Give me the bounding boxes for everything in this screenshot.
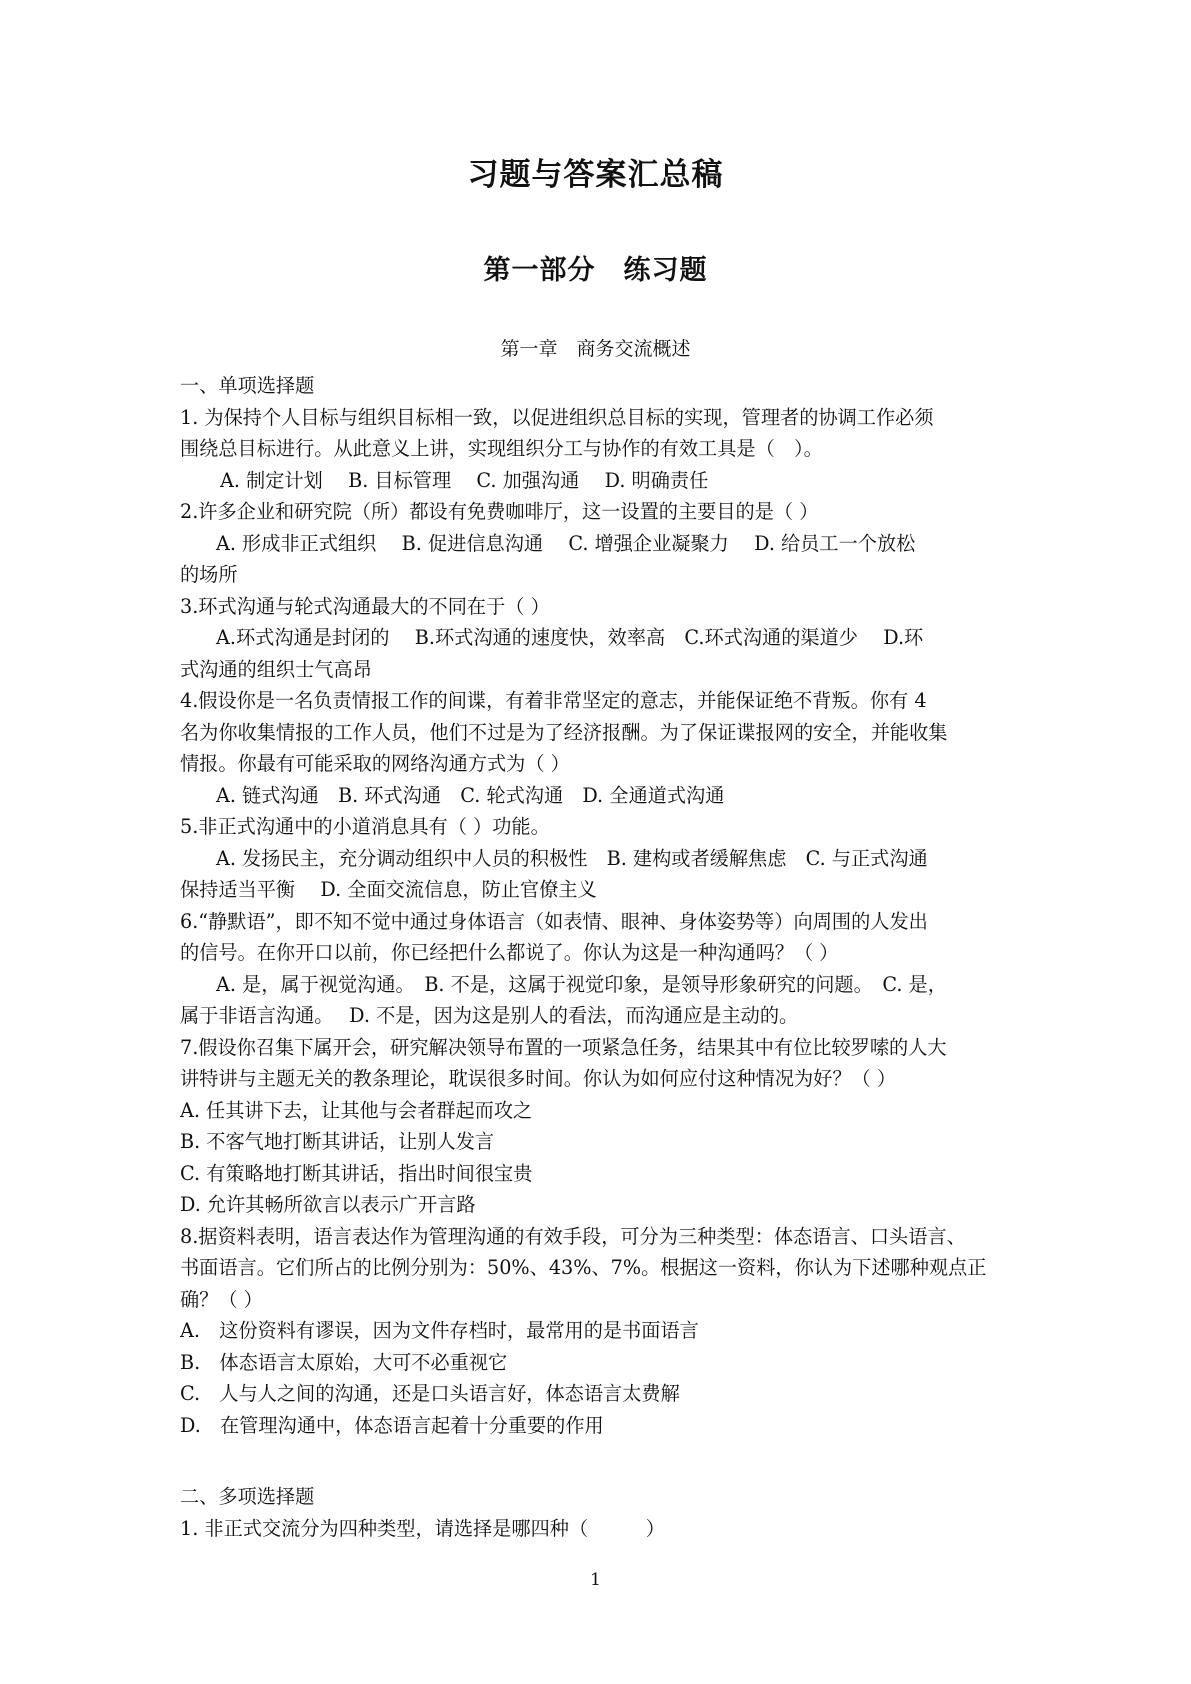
question-8-option-b: B. 体态语言太原始，大可不必重视它 [180, 1350, 508, 1374]
question-8-option-c: C. 人与人之间的沟通，还是口头语言好，体态语言太费解 [180, 1382, 680, 1405]
question-4-line-1: 4.假设你是一名负责情报工作的间谍，有着非常坚定的意志，并能保证绝不背叛。你有 4 [180, 689, 927, 712]
question-2-stem: 2.许多企业和研究院（所）都设有免费咖啡厅，这一设置的主要目的是（ ） [180, 500, 819, 523]
question-6-line-2: 的信号。在你开口以前，你已经把什么都说了。你认为这是一种沟通吗？（ ） [180, 941, 839, 964]
question-7-option-b: B. 不客气地打断其讲话，让别人发言 [180, 1130, 495, 1153]
document-body [180, 370, 1015, 1544]
chapter-title: 第一章 商务交流概述 [500, 338, 691, 360]
question-8-line-1: 8.据资料表明，语言表达作为管理沟通的有效手段，可分为三种类型：体态语言、口头语言、 [180, 1224, 966, 1248]
document-title: 习题与答案汇总稿 [467, 157, 724, 193]
question-8-option-d: D. 在管理沟通中，体态语言起着十分重要的作用 [180, 1413, 604, 1437]
question-6-options-cont: 属于非语言沟通。 D. 不是，因为这是别人的看法，而沟通应是主动的。 [180, 1004, 799, 1027]
question-8-option-a: A. 这份资料有谬误，因为文件存档时，最常用的是书面语言 [180, 1319, 699, 1342]
question-5-options-cont: 保持适当平衡 D. 全面交流信息，防止官僚主义 [180, 878, 597, 901]
question-3-options: A.环式沟通是封闭的 B.环式沟通的速度快，效率高 C.环式沟通的渠道少 D.环 [216, 626, 924, 649]
section-heading-single-choice: 一、单项选择题 [180, 374, 315, 397]
question-7-option-c: C. 有策略地打断其讲话，指出时间很宝贵 [180, 1161, 533, 1185]
question-2-options: A. 形成非正式组织 B. 促进信息沟通 C. 增强企业凝聚力 D. 给员工一个放松 [216, 531, 916, 555]
part-title: 第一部分 练习题 [483, 255, 708, 286]
multi-question-1-stem: 1. 非正式交流分为四种类型，请选择是哪四种（ ） [180, 1516, 665, 1540]
question-6-options: A. 是，属于视觉沟通。 B. 不是，这属于视觉印象，是领导形象研究的问题。 C. 是， [216, 972, 947, 996]
question-7-option-d: D. 允许其畅所欲言以表示广开言路 [180, 1193, 476, 1216]
question-7-line-1: 7.假设你召集下属开会，研究解决领导布置的一项紧急任务，结果其中有位比较罗嗦的人大 [180, 1035, 947, 1059]
section-heading-multiple-choice: 二、多项选择题 [180, 1485, 315, 1508]
question-1-options: A. 制定计划 B. 目标管理 C. 加强沟通 D. 明确责任 [220, 468, 709, 492]
question-3-options-cont: 式沟通的组织士气高昂 [180, 657, 372, 681]
question-4-options: A. 链式沟通 B. 环式沟通 C. 轮式沟通 D. 全通道式沟通 [216, 783, 725, 807]
question-1-line-2: 围绕总目标进行。从此意义上讲，实现组织分工与协作的有效工具是（ ）。 [180, 437, 823, 460]
question-7-line-2: 讲特讲与主题无关的教条理论，耽误很多时间。你认为如何应付这种情况为好？（ ） [180, 1067, 897, 1090]
question-1-line-1: 1. 为保持个人目标与组织目标相一致，以促进组织总目标的实现，管理者的协调工作必须 [180, 405, 934, 429]
question-5-stem: 5.非正式沟通中的小道消息具有（ ）功能。 [180, 815, 550, 838]
question-5-options: A. 发扬民主，充分调动组织中人员的积极性 B. 建构或者缓解焦虑 C. 与正式沟通 [216, 846, 928, 870]
question-6-line-1: 6.“静默语”，即不知不觉中通过身体语言（如表情、眼神、身体姿势等）向周围的人发出 [180, 909, 928, 933]
question-8-line-3: 确？（ ） [180, 1287, 263, 1311]
question-2-options-cont: 的场所 [180, 563, 238, 586]
question-7-option-a: A. 任其讲下去，让其他与会者群起而攻之 [180, 1098, 533, 1122]
page-number: 1 [590, 1570, 601, 1590]
question-4-line-3: 情报。你最有可能采取的网络沟通方式为（ ） [180, 752, 570, 775]
question-3-stem: 3.环式沟通与轮式沟通最大的不同在于（ ） [180, 594, 550, 618]
question-8-line-2: 书面语言。它们所占的比例分别为：50%、43%、7%。根据这一资料，你认为下述哪种观点正 [180, 1256, 987, 1279]
section-spacer [180, 1441, 1015, 1481]
question-4-line-2: 名为你收集情报的工作人员，他们不过是为了经济报酬。为了保证谍报网的安全，并能收集 [180, 720, 948, 744]
